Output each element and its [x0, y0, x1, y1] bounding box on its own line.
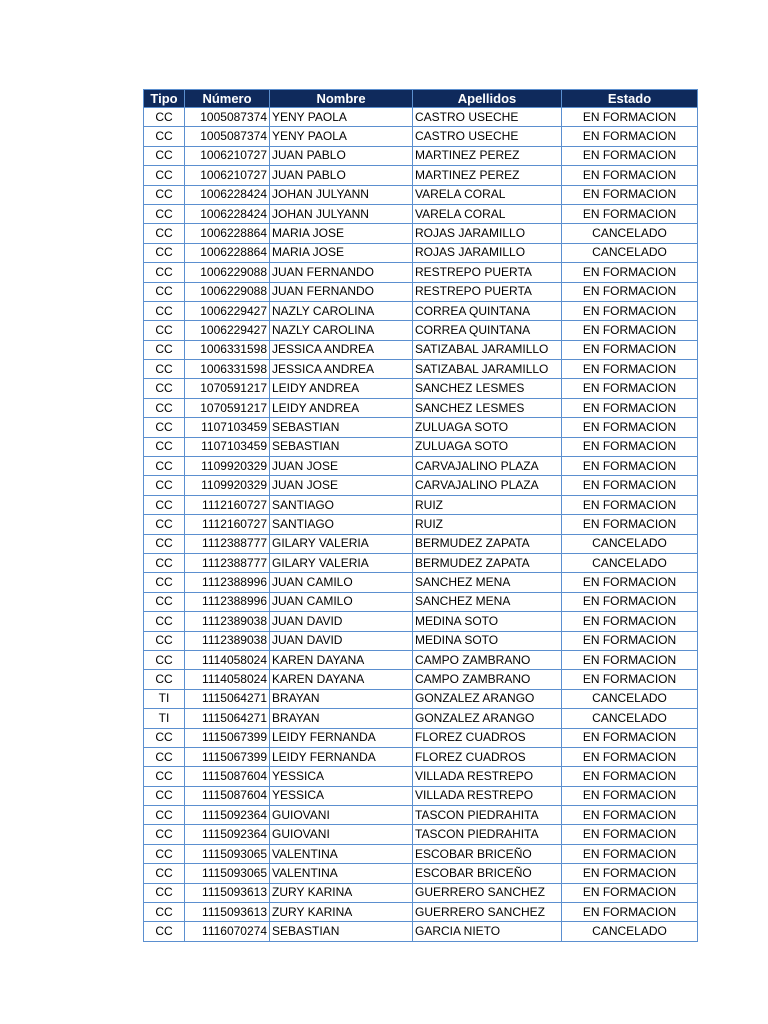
cell-tipo: CC [144, 883, 185, 902]
cell-nombre: JUAN CAMILO [270, 592, 413, 611]
table-row [144, 166, 698, 185]
cell-estado: EN FORMACION [562, 108, 698, 127]
cell-estado: EN FORMACION [562, 476, 698, 495]
header-numero: Número [185, 90, 270, 108]
cell-apellidos: RESTREPO PUERTA [413, 263, 562, 282]
cell-numero: 1114058024 [185, 650, 270, 669]
cell-tipo: CC [144, 204, 185, 223]
cell-tipo: CC [144, 786, 185, 805]
cell-apellidos: VILLADA RESTREPO [413, 786, 562, 805]
table-row [144, 922, 698, 941]
cell-apellidos: GONZALEZ ARANGO [413, 689, 562, 708]
table-row [144, 398, 698, 417]
cell-nombre: JUAN DAVID [270, 612, 413, 631]
cell-tipo: CC [144, 321, 185, 340]
cell-apellidos: CARVAJALINO PLAZA [413, 457, 562, 476]
cell-estado: EN FORMACION [562, 515, 698, 534]
cell-numero: 1112388777 [185, 553, 270, 572]
cell-estado: EN FORMACION [562, 204, 698, 223]
table-row [144, 476, 698, 495]
cell-numero: 1070591217 [185, 379, 270, 398]
cell-numero: 1006228424 [185, 204, 270, 223]
table-row [144, 650, 698, 669]
table-row [144, 301, 698, 320]
cell-estado: EN FORMACION [562, 418, 698, 437]
cell-tipo: TI [144, 689, 185, 708]
cell-estado: EN FORMACION [562, 340, 698, 359]
cell-numero: 1006229088 [185, 282, 270, 301]
header-tipo: Tipo [144, 90, 185, 108]
cell-nombre: JESSICA ANDREA [270, 340, 413, 359]
cell-apellidos: CAMPO ZAMBRANO [413, 670, 562, 689]
cell-numero: 1112388777 [185, 534, 270, 553]
cell-estado: EN FORMACION [562, 301, 698, 320]
cell-numero: 1006229427 [185, 321, 270, 340]
cell-apellidos: GUERRERO SANCHEZ [413, 883, 562, 902]
cell-estado: EN FORMACION [562, 612, 698, 631]
cell-estado: EN FORMACION [562, 127, 698, 146]
table-header [144, 90, 698, 108]
cell-nombre: YESSICA [270, 767, 413, 786]
cell-nombre: JUAN FERNANDO [270, 282, 413, 301]
cell-tipo: CC [144, 127, 185, 146]
cell-estado: EN FORMACION [562, 728, 698, 747]
cell-tipo: CC [144, 844, 185, 863]
cell-estado: EN FORMACION [562, 786, 698, 805]
cell-numero: 1115064271 [185, 709, 270, 728]
cell-tipo: CC [144, 767, 185, 786]
cell-tipo: CC [144, 457, 185, 476]
cell-numero: 1006210727 [185, 146, 270, 165]
cell-apellidos: ROJAS JARAMILLO [413, 243, 562, 262]
cell-apellidos: CASTRO USECHE [413, 108, 562, 127]
cell-tipo: CC [144, 108, 185, 127]
cell-numero: 1115093613 [185, 903, 270, 922]
cell-nombre: SEBASTIAN [270, 437, 413, 456]
cell-tipo: CC [144, 495, 185, 514]
cell-estado: EN FORMACION [562, 437, 698, 456]
cell-apellidos: VARELA CORAL [413, 204, 562, 223]
table-body [144, 108, 698, 942]
cell-estado: EN FORMACION [562, 263, 698, 282]
table-row [144, 146, 698, 165]
cell-estado: EN FORMACION [562, 631, 698, 650]
cell-tipo: CC [144, 728, 185, 747]
cell-apellidos: ZULUAGA SOTO [413, 418, 562, 437]
cell-numero: 1006228864 [185, 224, 270, 243]
cell-nombre: GUIOVANI [270, 806, 413, 825]
table-row [144, 224, 698, 243]
cell-tipo: CC [144, 825, 185, 844]
table-row [144, 728, 698, 747]
cell-apellidos: RUIZ [413, 515, 562, 534]
cell-estado: EN FORMACION [562, 806, 698, 825]
cell-tipo: TI [144, 709, 185, 728]
cell-tipo: CC [144, 398, 185, 417]
cell-nombre: NAZLY CAROLINA [270, 301, 413, 320]
cell-apellidos: SATIZABAL JARAMILLO [413, 360, 562, 379]
cell-nombre: LEIDY ANDREA [270, 379, 413, 398]
cell-apellidos: ZULUAGA SOTO [413, 437, 562, 456]
table-row [144, 340, 698, 359]
cell-tipo: CC [144, 806, 185, 825]
cell-nombre: JUAN JOSE [270, 476, 413, 495]
cell-apellidos: SATIZABAL JARAMILLO [413, 340, 562, 359]
cell-nombre: MARIA JOSE [270, 243, 413, 262]
cell-apellidos: GONZALEZ ARANGO [413, 709, 562, 728]
cell-estado: EN FORMACION [562, 398, 698, 417]
cell-estado: EN FORMACION [562, 825, 698, 844]
cell-estado: EN FORMACION [562, 844, 698, 863]
cell-nombre: ZURY KARINA [270, 903, 413, 922]
cell-tipo: CC [144, 437, 185, 456]
cell-numero: 1112389038 [185, 612, 270, 631]
cell-apellidos: MEDINA SOTO [413, 612, 562, 631]
cell-tipo: CC [144, 166, 185, 185]
cell-nombre: YESSICA [270, 786, 413, 805]
header-nombre: Nombre [270, 90, 413, 108]
cell-nombre: JOHAN JULYANN [270, 185, 413, 204]
cell-apellidos: CARVAJALINO PLAZA [413, 476, 562, 495]
cell-estado: CANCELADO [562, 224, 698, 243]
table-row [144, 515, 698, 534]
header-row [144, 90, 698, 108]
table-row [144, 573, 698, 592]
header-estado: Estado [562, 90, 698, 108]
cell-numero: 1115067399 [185, 728, 270, 747]
cell-nombre: GILARY VALERIA [270, 534, 413, 553]
cell-nombre: LEIDY FERNANDA [270, 728, 413, 747]
cell-apellidos: ROJAS JARAMILLO [413, 224, 562, 243]
data-table [143, 89, 698, 942]
cell-apellidos: BERMUDEZ ZAPATA [413, 553, 562, 572]
cell-tipo: CC [144, 476, 185, 495]
cell-estado: EN FORMACION [562, 166, 698, 185]
cell-numero: 1115092364 [185, 806, 270, 825]
cell-nombre: VALENTINA [270, 864, 413, 883]
table-row [144, 360, 698, 379]
table-row [144, 631, 698, 650]
cell-estado: CANCELADO [562, 689, 698, 708]
cell-nombre: ZURY KARINA [270, 883, 413, 902]
cell-tipo: CC [144, 224, 185, 243]
table-row [144, 495, 698, 514]
cell-estado: EN FORMACION [562, 903, 698, 922]
cell-nombre: BRAYAN [270, 709, 413, 728]
cell-apellidos: CAMPO ZAMBRANO [413, 650, 562, 669]
cell-apellidos: MARTINEZ PEREZ [413, 146, 562, 165]
cell-numero: 1115092364 [185, 825, 270, 844]
table-row [144, 553, 698, 572]
cell-apellidos: GUERRERO SANCHEZ [413, 903, 562, 922]
table-row [144, 457, 698, 476]
cell-nombre: JUAN FERNANDO [270, 263, 413, 282]
cell-numero: 1006228864 [185, 243, 270, 262]
cell-tipo: CC [144, 612, 185, 631]
cell-tipo: CC [144, 903, 185, 922]
table-row [144, 437, 698, 456]
cell-nombre: JUAN PABLO [270, 146, 413, 165]
cell-tipo: CC [144, 922, 185, 941]
cell-tipo: CC [144, 670, 185, 689]
cell-estado: EN FORMACION [562, 495, 698, 514]
table-row [144, 903, 698, 922]
cell-numero: 1115093065 [185, 864, 270, 883]
table-row [144, 612, 698, 631]
cell-apellidos: FLOREZ CUADROS [413, 728, 562, 747]
table-row [144, 282, 698, 301]
cell-tipo: CC [144, 592, 185, 611]
cell-apellidos: CASTRO USECHE [413, 127, 562, 146]
cell-nombre: LEIDY ANDREA [270, 398, 413, 417]
table-row [144, 709, 698, 728]
cell-numero: 1112160727 [185, 495, 270, 514]
cell-apellidos: BERMUDEZ ZAPATA [413, 534, 562, 553]
cell-tipo: CC [144, 263, 185, 282]
cell-estado: EN FORMACION [562, 864, 698, 883]
cell-estado: CANCELADO [562, 243, 698, 262]
cell-numero: 1112388996 [185, 592, 270, 611]
cell-estado: EN FORMACION [562, 185, 698, 204]
cell-tipo: CC [144, 534, 185, 553]
cell-apellidos: RUIZ [413, 495, 562, 514]
cell-numero: 1115093065 [185, 844, 270, 863]
cell-nombre: MARIA JOSE [270, 224, 413, 243]
cell-nombre: JUAN JOSE [270, 457, 413, 476]
cell-tipo: CC [144, 747, 185, 766]
cell-apellidos: TASCON PIEDRAHITA [413, 825, 562, 844]
cell-nombre: SEBASTIAN [270, 922, 413, 941]
cell-estado: EN FORMACION [562, 650, 698, 669]
cell-estado: CANCELADO [562, 709, 698, 728]
table-row [144, 864, 698, 883]
cell-apellidos: SANCHEZ MENA [413, 592, 562, 611]
table-row [144, 592, 698, 611]
cell-apellidos: CORREA QUINTANA [413, 321, 562, 340]
table-row [144, 243, 698, 262]
cell-estado: EN FORMACION [562, 321, 698, 340]
table-row [144, 767, 698, 786]
cell-numero: 1006229427 [185, 301, 270, 320]
table-row [144, 689, 698, 708]
cell-numero: 1107103459 [185, 418, 270, 437]
cell-nombre: GILARY VALERIA [270, 553, 413, 572]
cell-tipo: CC [144, 418, 185, 437]
cell-numero: 1109920329 [185, 457, 270, 476]
cell-apellidos: MEDINA SOTO [413, 631, 562, 650]
cell-estado: EN FORMACION [562, 883, 698, 902]
cell-numero: 1116070274 [185, 922, 270, 941]
cell-apellidos: ESCOBAR BRICEÑO [413, 844, 562, 863]
cell-nombre: BRAYAN [270, 689, 413, 708]
cell-numero: 1115067399 [185, 747, 270, 766]
table-row [144, 108, 698, 127]
cell-tipo: CC [144, 185, 185, 204]
cell-numero: 1005087374 [185, 127, 270, 146]
cell-estado: CANCELADO [562, 922, 698, 941]
cell-tipo: CC [144, 864, 185, 883]
table-row [144, 127, 698, 146]
cell-estado: EN FORMACION [562, 767, 698, 786]
cell-apellidos: SANCHEZ MENA [413, 573, 562, 592]
cell-nombre: SEBASTIAN [270, 418, 413, 437]
cell-numero: 1006331598 [185, 360, 270, 379]
cell-nombre: GUIOVANI [270, 825, 413, 844]
table-row [144, 883, 698, 902]
cell-tipo: CC [144, 631, 185, 650]
cell-tipo: CC [144, 553, 185, 572]
cell-tipo: CC [144, 360, 185, 379]
cell-nombre: KAREN DAYANA [270, 670, 413, 689]
table-row [144, 263, 698, 282]
cell-estado: EN FORMACION [562, 146, 698, 165]
cell-numero: 1114058024 [185, 670, 270, 689]
table-row [144, 534, 698, 553]
cell-tipo: CC [144, 282, 185, 301]
cell-tipo: CC [144, 650, 185, 669]
cell-apellidos: GARCIA NIETO [413, 922, 562, 941]
table-row [144, 379, 698, 398]
cell-apellidos: VILLADA RESTREPO [413, 767, 562, 786]
cell-estado: EN FORMACION [562, 379, 698, 398]
table-row [144, 418, 698, 437]
cell-estado: CANCELADO [562, 553, 698, 572]
cell-tipo: CC [144, 573, 185, 592]
cell-tipo: CC [144, 243, 185, 262]
cell-estado: EN FORMACION [562, 573, 698, 592]
cell-nombre: JUAN CAMILO [270, 573, 413, 592]
cell-nombre: JESSICA ANDREA [270, 360, 413, 379]
cell-apellidos: SANCHEZ LESMES [413, 398, 562, 417]
table-row [144, 806, 698, 825]
cell-numero: 1070591217 [185, 398, 270, 417]
cell-apellidos: ESCOBAR BRICEÑO [413, 864, 562, 883]
cell-tipo: CC [144, 146, 185, 165]
table-row [144, 844, 698, 863]
cell-nombre: SANTIAGO [270, 515, 413, 534]
cell-nombre: YENY PAOLA [270, 127, 413, 146]
cell-numero: 1115087604 [185, 767, 270, 786]
table-row [144, 747, 698, 766]
cell-estado: CANCELADO [562, 534, 698, 553]
cell-nombre: JUAN DAVID [270, 631, 413, 650]
cell-numero: 1006210727 [185, 166, 270, 185]
cell-numero: 1112160727 [185, 515, 270, 534]
cell-apellidos: RESTREPO PUERTA [413, 282, 562, 301]
cell-estado: EN FORMACION [562, 360, 698, 379]
table-row [144, 786, 698, 805]
cell-apellidos: MARTINEZ PEREZ [413, 166, 562, 185]
cell-numero: 1006229088 [185, 263, 270, 282]
cell-numero: 1109920329 [185, 476, 270, 495]
cell-tipo: CC [144, 379, 185, 398]
cell-apellidos: TASCON PIEDRAHITA [413, 806, 562, 825]
cell-estado: EN FORMACION [562, 592, 698, 611]
cell-nombre: KAREN DAYANA [270, 650, 413, 669]
cell-estado: EN FORMACION [562, 282, 698, 301]
header-apellidos: Apellidos [413, 90, 562, 108]
cell-tipo: CC [144, 340, 185, 359]
cell-numero: 1006331598 [185, 340, 270, 359]
cell-estado: EN FORMACION [562, 747, 698, 766]
cell-apellidos: SANCHEZ LESMES [413, 379, 562, 398]
cell-nombre: JOHAN JULYANN [270, 204, 413, 223]
table-row [144, 670, 698, 689]
cell-tipo: CC [144, 515, 185, 534]
cell-numero: 1006228424 [185, 185, 270, 204]
cell-nombre: SANTIAGO [270, 495, 413, 514]
cell-numero: 1005087374 [185, 108, 270, 127]
cell-numero: 1107103459 [185, 437, 270, 456]
cell-numero: 1112388996 [185, 573, 270, 592]
cell-numero: 1112389038 [185, 631, 270, 650]
cell-nombre: LEIDY FERNANDA [270, 747, 413, 766]
table-row [144, 825, 698, 844]
cell-estado: EN FORMACION [562, 670, 698, 689]
cell-nombre: NAZLY CAROLINA [270, 321, 413, 340]
cell-apellidos: FLOREZ CUADROS [413, 747, 562, 766]
cell-numero: 1115064271 [185, 689, 270, 708]
cell-nombre: VALENTINA [270, 844, 413, 863]
cell-estado: EN FORMACION [562, 457, 698, 476]
table-row [144, 185, 698, 204]
cell-apellidos: VARELA CORAL [413, 185, 562, 204]
cell-tipo: CC [144, 301, 185, 320]
cell-nombre: JUAN PABLO [270, 166, 413, 185]
table-row [144, 321, 698, 340]
cell-numero: 1115093613 [185, 883, 270, 902]
cell-nombre: YENY PAOLA [270, 108, 413, 127]
cell-apellidos: CORREA QUINTANA [413, 301, 562, 320]
table-row [144, 204, 698, 223]
cell-numero: 1115087604 [185, 786, 270, 805]
